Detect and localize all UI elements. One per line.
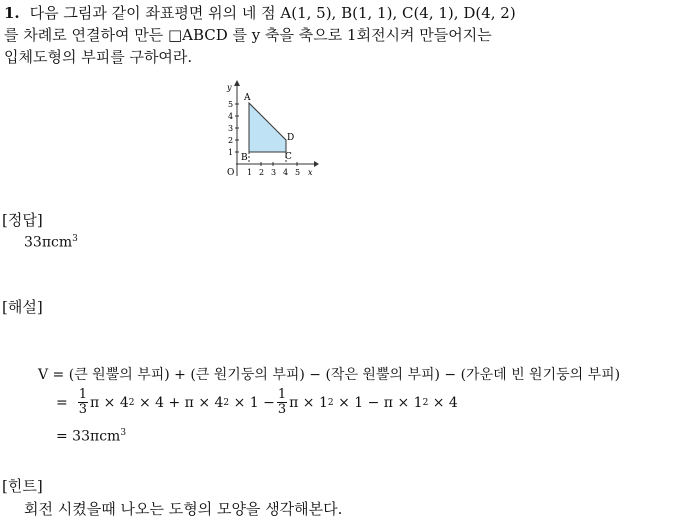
explanation-line-3 — [56, 428, 126, 445]
term-2c: × 4 — [428, 394, 458, 411]
y-axis-label: y — [227, 83, 232, 92]
x-tick-3: 3 — [271, 168, 277, 177]
term-1b: × 4 + π × 4 — [134, 394, 224, 411]
answer-text: 33πcm — [24, 234, 73, 251]
answer-label: [정답] — [2, 211, 43, 229]
square-exp: 2 — [327, 397, 334, 408]
y-axis-arrow — [234, 80, 240, 86]
square-exp: 2 — [128, 397, 135, 408]
y-tick-4: 4 — [228, 112, 234, 121]
point-label-c: C — [285, 152, 292, 162]
x-tick-4: 4 — [283, 168, 289, 177]
x-tick-2: 2 — [259, 168, 265, 177]
square-exp: 2 — [422, 397, 429, 408]
explanation-line-1: V = (큰 원뿔의 부피) + (큰 원기둥의 부피) − (작은 원뿔의 부피) − (가운데 빈 원기둥의 부피) — [38, 367, 621, 383]
x-tick-5: 5 — [295, 168, 301, 177]
term-1c: × 1 − — [229, 394, 275, 411]
square-exp: 2 — [223, 397, 230, 408]
fraction-numerator: 1 — [277, 387, 287, 402]
fraction-one-third — [78, 388, 88, 417]
question-line-3: 입체도형의 부피를 구하여라. — [4, 48, 193, 66]
fraction-denominator: 3 — [78, 402, 88, 417]
explanation-label: [해설] — [2, 298, 43, 316]
answer-value — [24, 234, 78, 251]
equals-sign: = — [56, 394, 68, 411]
term-2a: π × 1 — [289, 394, 328, 411]
question-text-1: 다음 그림과 같이 좌표평면 위의 네 점 A(1, 5), B(1, 1), C(4, 1), D(4, 2) — [29, 4, 516, 22]
fraction-denominator: 3 — [277, 402, 287, 417]
point-label-a: A — [244, 93, 251, 103]
term-1a: π × 4 — [90, 394, 129, 411]
y-tick-1: 1 — [228, 148, 234, 157]
question-number: 1. — [4, 4, 20, 22]
result-text: = 33πcm — [56, 428, 121, 445]
x-tick-1: 1 — [247, 168, 253, 177]
quadrilateral-abcd — [249, 103, 286, 152]
origin-label: O — [227, 168, 235, 178]
term-2b: × 1 − π × 1 — [333, 394, 423, 411]
result-exponent: 3 — [120, 428, 127, 438]
point-label-b: B — [241, 153, 248, 163]
hint-text: 회전 시켰을때 나오는 도형의 모양을 생각해본다. — [24, 500, 343, 518]
coordinate-figure — [222, 78, 322, 178]
question-line-2: 를 차례로 연결하여 만든 □ABCD 를 y 축을 축으로 1회전시켜 만들어지는 — [4, 26, 492, 44]
question-line-1 — [4, 2, 516, 24]
x-axis-label: x — [308, 168, 313, 177]
fraction-numerator: 1 — [78, 387, 88, 402]
y-tick-5: 5 — [228, 100, 234, 109]
answer-exponent: 3 — [72, 234, 78, 244]
x-axis-arrow — [314, 161, 319, 167]
y-tick-3: 3 — [228, 124, 234, 133]
point-label-d: D — [287, 133, 295, 143]
hint-label: [힌트] — [2, 477, 43, 495]
y-tick-2: 2 — [228, 136, 234, 145]
explanation-line-2 — [56, 388, 458, 417]
fraction-one-third — [277, 388, 287, 417]
